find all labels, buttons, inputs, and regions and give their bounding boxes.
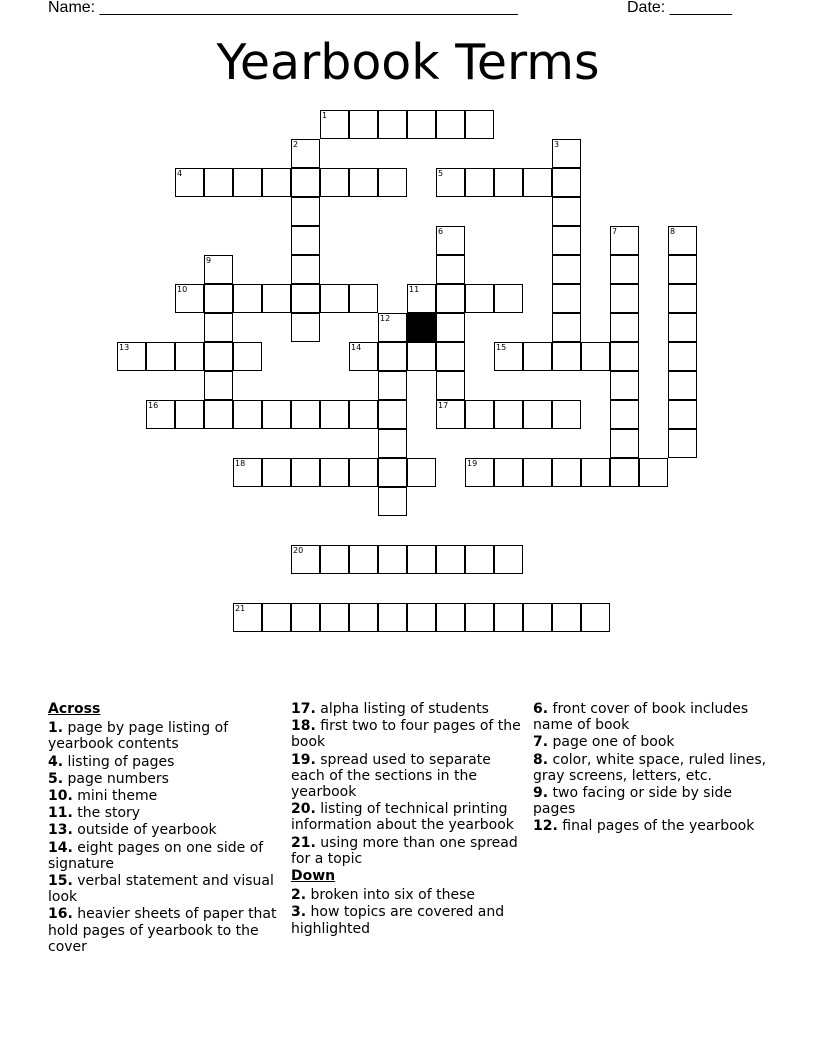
grid-cell[interactable] [523,458,552,487]
grid-cell-1[interactable] [320,110,349,139]
grid-cell[interactable] [552,603,581,632]
grid-cell[interactable] [465,545,494,574]
grid-cell[interactable] [320,400,349,429]
clue-number: 4 [177,169,183,178]
grid-cell[interactable] [175,400,204,429]
grid-cell[interactable] [291,603,320,632]
grid-cell[interactable] [436,284,465,313]
grid-cell[interactable] [349,603,378,632]
clue-across-1: 1. page by page listing of yearbook contents [48,720,229,753]
grid-cell[interactable] [523,168,552,197]
grid-cell[interactable] [523,400,552,429]
grid-cell[interactable] [378,168,407,197]
grid-cell[interactable] [291,458,320,487]
grid-cell-18[interactable] [233,458,262,487]
clue-across-19: 19. spread used to separate each of the sections in the yearbook [291,751,491,801]
grid-cell-11[interactable] [407,284,436,313]
grid-cell[interactable] [291,197,320,226]
grid-cell[interactable] [494,603,523,632]
grid-cell[interactable] [291,400,320,429]
clue-number: 9 [206,256,212,265]
puzzle-title: Yearbook Terms [216,34,600,91]
grid-cell[interactable] [349,168,378,197]
clue-number: 16 [148,401,159,410]
grid-cell-4[interactable] [175,168,204,197]
clue-number: 8 [670,227,676,236]
clue-across-16: 16. heavier sheets of paper that hold pages of yearbook to the cover [48,906,277,955]
grid-cell[interactable] [349,545,378,574]
grid-cell[interactable] [552,458,581,487]
clue-number: 17 [438,401,449,410]
grid-cell[interactable] [320,458,349,487]
grid-cell-6[interactable] [436,226,465,255]
grid-cell[interactable] [233,400,262,429]
grid-cell[interactable] [320,284,349,313]
grid-cell-21[interactable] [233,603,262,632]
clue-number: 13 [119,343,130,352]
grid-cell[interactable] [204,400,233,429]
grid-cell[interactable] [175,342,204,371]
clue-number: 10 [177,285,188,294]
grid-cell[interactable] [349,400,378,429]
grid-cell[interactable] [378,458,407,487]
grid-cell-2[interactable] [291,139,320,168]
down-heading: Down [291,868,336,885]
grid-cell[interactable] [262,400,291,429]
grid-cell[interactable] [610,371,639,400]
grid-cell[interactable] [465,400,494,429]
clue-across-21: 21. using more than one spread for a topic [291,834,518,867]
grid-cell[interactable] [465,110,494,139]
grid-cell[interactable] [610,400,639,429]
grid-cell[interactable] [552,226,581,255]
grid-cell[interactable] [494,400,523,429]
clue-across-5: 5. page numbers [48,770,169,787]
grid-cell-13[interactable] [117,342,146,371]
clue-number: 15 [496,343,507,352]
grid-cell[interactable] [233,284,262,313]
clue-across-10: 10. mini theme [48,788,158,805]
clue-across-11: 11. the story [48,805,141,822]
grid-cell[interactable] [494,284,523,313]
grid-cell[interactable] [494,168,523,197]
grid-cell[interactable] [291,168,320,197]
clue-number: 11 [409,285,420,294]
clue-down-2: 2. broken into six of these [291,887,475,904]
grid-cell[interactable] [668,400,697,429]
clue-number: 20 [293,546,304,555]
grid-cell[interactable] [407,603,436,632]
grid-cell[interactable] [204,313,233,342]
clue-across-13: 13. outside of yearbook [48,822,217,839]
grid-cell-8[interactable] [668,226,697,255]
grid-cell[interactable] [552,255,581,284]
grid-cell[interactable] [262,168,291,197]
grid-cell[interactable] [668,284,697,313]
grid-cell[interactable] [523,342,552,371]
grid-cell[interactable] [668,255,697,284]
grid-cell[interactable] [378,371,407,400]
clue-number: 21 [235,604,246,613]
grid-cell[interactable] [146,342,175,371]
grid-cell[interactable] [349,458,378,487]
clue-number: 3 [554,140,560,149]
grid-cell[interactable] [262,284,291,313]
grid-cell[interactable] [668,429,697,458]
grid-cell[interactable] [581,603,610,632]
grid-cell-14[interactable] [349,342,378,371]
clue-down-7: 7. page one of book [533,734,675,751]
grid-cell[interactable] [436,371,465,400]
date-field-label: Date: _______ [627,0,732,16]
grid-cell[interactable] [610,284,639,313]
grid-cell[interactable] [610,313,639,342]
grid-cell-3[interactable] [552,139,581,168]
grid-cell[interactable] [204,168,233,197]
grid-cell[interactable] [436,313,465,342]
clue-down-8: 8. color, white space, ruled lines, gray screens, letters, etc. [533,751,767,784]
grid-cell-10[interactable] [175,284,204,313]
clue-number: 6 [438,227,444,236]
across-heading: Across [48,701,101,717]
grid-cell[interactable] [262,458,291,487]
grid-cell-12[interactable] [378,313,407,342]
clue-number: 12 [380,314,391,323]
grid-cell[interactable] [204,342,233,371]
grid-cell[interactable] [668,371,697,400]
grid-cell[interactable] [233,168,262,197]
clue-number: 14 [351,343,362,352]
grid-cell[interactable] [552,284,581,313]
grid-cell[interactable] [320,545,349,574]
grid-cell[interactable] [465,168,494,197]
clue-across-15: 15. verbal statement and visual look [48,873,274,906]
grid-cell[interactable] [494,458,523,487]
grid-cell[interactable] [436,255,465,284]
grid-cell-16[interactable] [146,400,175,429]
grid-cell[interactable] [291,313,320,342]
grid-cell[interactable] [291,226,320,255]
clue-across-17: 17. alpha listing of students [291,701,489,717]
grid-cell[interactable] [668,342,697,371]
grid-cell[interactable] [552,400,581,429]
grid-cell[interactable] [378,342,407,371]
grid-cell-19[interactable] [465,458,494,487]
grid-cell[interactable] [291,284,320,313]
grid-cell[interactable] [523,603,552,632]
grid-cell[interactable] [291,255,320,284]
grid-cell[interactable] [436,603,465,632]
clue-column-3 [533,701,768,836]
clue-column-1 [48,701,283,956]
grid-cell[interactable] [581,342,610,371]
grid-cell[interactable] [349,110,378,139]
grid-cell[interactable] [233,342,262,371]
clue-across-20: 20. listing of technical printing information about the yearbook [291,801,514,834]
grid-cell[interactable] [610,342,639,371]
grid-cell[interactable] [552,197,581,226]
grid-cell[interactable] [320,603,349,632]
grid-cell[interactable] [378,603,407,632]
grid-cell[interactable] [407,545,436,574]
clue-across-14: 14. eight pages on one side of signature [48,839,264,872]
grid-cell[interactable] [552,168,581,197]
grid-cell[interactable] [407,342,436,371]
grid-cell[interactable] [668,313,697,342]
grid-cell[interactable] [639,458,668,487]
grid-cell[interactable] [436,110,465,139]
grid-cell-17[interactable] [436,400,465,429]
grid-cell[interactable] [552,313,581,342]
grid-cell[interactable] [610,255,639,284]
clue-column-2 [291,701,526,938]
clue-number: 2 [293,140,299,149]
grid-cell[interactable] [610,458,639,487]
grid-cell[interactable] [262,603,291,632]
clue-number: 19 [467,459,478,468]
grid-cell[interactable] [494,545,523,574]
grid-cell[interactable] [610,429,639,458]
name-field-label: Name: _______________________________________________ [48,0,518,16]
grid-cell[interactable] [378,429,407,458]
clue-number: 7 [612,227,618,236]
clue-down-12: 12. final pages of the yearbook [533,818,755,835]
grid-cell[interactable] [407,458,436,487]
grid-cell[interactable] [465,284,494,313]
clue-number: 18 [235,459,246,468]
grid-cell[interactable] [378,110,407,139]
grid-cell[interactable] [552,342,581,371]
grid-cell[interactable] [378,487,407,516]
grid-cell[interactable] [436,342,465,371]
grid-cell[interactable] [320,168,349,197]
grid-cell[interactable] [436,545,465,574]
grid-cell-7[interactable] [610,226,639,255]
clue-down-6: 6. front cover of book includes name of book [533,701,749,734]
grid-cell[interactable] [407,110,436,139]
grid-cell[interactable] [349,284,378,313]
grid-block-cell [407,313,436,342]
grid-cell-15[interactable] [494,342,523,371]
clue-down-3: 3. how topics are covered and highlighted [291,904,505,937]
clue-down-9: 9. two facing or side by side pages [533,785,732,818]
grid-cell[interactable] [465,603,494,632]
clue-across-18: 18. first two to four pages of the book [291,718,521,751]
grid-cell-9[interactable] [204,255,233,284]
grid-cell[interactable] [581,458,610,487]
grid-cell[interactable] [204,284,233,313]
grid-cell-20[interactable] [291,545,320,574]
clue-number: 5 [438,169,444,178]
clue-across-4: 4. listing of pages [48,753,175,770]
grid-cell[interactable] [204,371,233,400]
grid-cell[interactable] [378,545,407,574]
grid-cell-5[interactable] [436,168,465,197]
grid-cell[interactable] [378,400,407,429]
clue-number: 1 [322,111,328,120]
